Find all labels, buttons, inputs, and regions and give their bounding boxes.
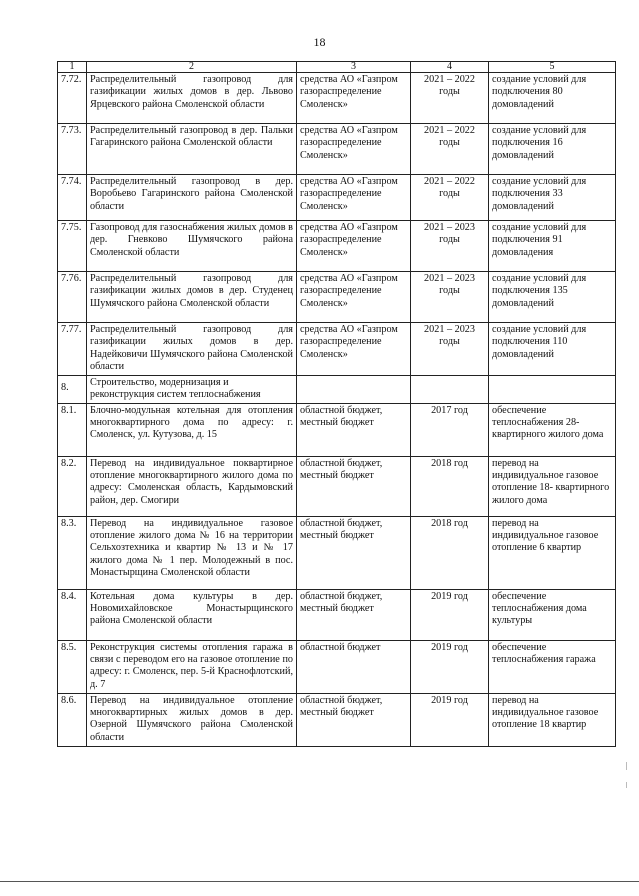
page-number: 18 bbox=[313, 35, 326, 49]
implementation-period: 2018 год bbox=[411, 456, 489, 516]
column-header: 3 bbox=[297, 62, 411, 73]
funding-source: областной бюджет bbox=[297, 640, 411, 693]
implementation-period: 2018 год bbox=[411, 516, 489, 589]
expected-result bbox=[489, 375, 616, 403]
activity-name: Газопровод для газоснабжения жилых домов в дер. Гневково Шумячского района Смоленской области bbox=[87, 221, 297, 272]
table-row bbox=[58, 640, 616, 693]
implementation-period bbox=[411, 375, 489, 403]
section-number: 8. bbox=[58, 375, 87, 403]
expected-result: создание условий для подключения 16 домовладений bbox=[489, 124, 616, 175]
column-header: 4 bbox=[411, 62, 489, 73]
activity-name: Реконструкция системы отопления гаража в связи с переводом его на газовое отопление по адресу: г. Смоленск, пер. 5-й Краснофлотский, д. 7 bbox=[87, 640, 297, 693]
row-number: 8.5. bbox=[58, 640, 87, 693]
expected-result: создание условий для подключения 91 домовладения bbox=[489, 221, 616, 272]
row-number: 7.75. bbox=[58, 221, 87, 272]
row-number: 8.2. bbox=[58, 456, 87, 516]
row-number: 7.73. bbox=[58, 124, 87, 175]
expected-result: перевод на индивидуальное газовое отопление 6 квартир bbox=[489, 516, 616, 589]
activity-name: Распределительный газопровод для газификации жилых домов в дер. Львово Ярцевского района Смоленской области bbox=[87, 73, 297, 124]
table-row bbox=[58, 456, 616, 516]
plan-table bbox=[57, 61, 616, 747]
row-number: 7.77. bbox=[58, 323, 87, 376]
activity-name: Распределительный газопровод в дер. Пальки Гагаринского района Смоленской области bbox=[87, 124, 297, 175]
funding-source: средства АО «Газпром газораспределение Смоленск» bbox=[297, 73, 411, 124]
bottom-rule bbox=[0, 881, 639, 882]
funding-source: средства АО «Газпром газораспределение Смоленск» bbox=[297, 272, 411, 323]
expected-result: перевод на индивидуальное газовое отопление 18 квартир bbox=[489, 693, 616, 746]
activity-name: Распределительный газопровод в дер. Воробьево Гагаринского района Смоленской области bbox=[87, 175, 297, 221]
table-row bbox=[58, 693, 616, 746]
row-number: 7.76. bbox=[58, 272, 87, 323]
expected-result: создание условий для подключения 110 домовладений bbox=[489, 323, 616, 376]
funding-source: областной бюджет, местный бюджет bbox=[297, 693, 411, 746]
funding-source: областной бюджет, местный бюджет bbox=[297, 516, 411, 589]
implementation-period: 2021 – 2023 годы bbox=[411, 272, 489, 323]
activity-name: Перевод на индивидуальное поквартирное отопление многоквартирного жилого дома по адресу: Смоленская область, Кардымовский район, дер. Смогири bbox=[87, 456, 297, 516]
implementation-period: 2021 – 2022 годы bbox=[411, 124, 489, 175]
row-number: 8.6. bbox=[58, 693, 87, 746]
row-number: 7.72. bbox=[58, 73, 87, 124]
scan-mark bbox=[626, 762, 627, 770]
column-header: 2 bbox=[87, 62, 297, 73]
implementation-period: 2021 – 2022 годы bbox=[411, 175, 489, 221]
row-number: 8.1. bbox=[58, 403, 87, 456]
activity-name: Перевод на индивидуальное отопление многоквартирных жилых домов в дер. Озерной Шумячского района Смоленской области bbox=[87, 693, 297, 746]
expected-result: перевод на индивидуальное газовое отопление 18- квартирного жилого дома bbox=[489, 456, 616, 516]
expected-result: обеспечение теплоснабжения дома культуры bbox=[489, 589, 616, 640]
table-row bbox=[58, 124, 616, 175]
funding-source: средства АО «Газпром газораспределение Смоленск» bbox=[297, 221, 411, 272]
funding-source: областной бюджет, местный бюджет bbox=[297, 403, 411, 456]
expected-result: создание условий для подключения 33 домовладений bbox=[489, 175, 616, 221]
table-row bbox=[58, 589, 616, 640]
funding-source: областной бюджет, местный бюджет bbox=[297, 456, 411, 516]
section-row bbox=[58, 375, 616, 403]
activity-name: Перевод на индивидуальное газовое отопление жилого дома № 16 на территории Сельхозтехника и квартир № 13 и № 17 жилого дома № 1 пер. Молодежный в пос. Монастырщина Смоленской области bbox=[87, 516, 297, 589]
implementation-period: 2019 год bbox=[411, 640, 489, 693]
column-header: 5 bbox=[489, 62, 616, 73]
table-row bbox=[58, 403, 616, 456]
implementation-period: 2019 год bbox=[411, 589, 489, 640]
activity-name: Блочно-модульная котельная для отопления многоквартирного дома по адресу: г. Смоленск, ул. Кутузова, д. 15 bbox=[87, 403, 297, 456]
table-row bbox=[58, 221, 616, 272]
implementation-period: 2021 – 2022 годы bbox=[411, 73, 489, 124]
activity-name: Котельная дома культуры в дер. Новомихайловское Монастырщинского района Смоленской области bbox=[87, 589, 297, 640]
header-row bbox=[58, 62, 616, 73]
activity-name: Распределительный газопровод для газификации жилых домов в дер. Студенец Шумячского района Смоленской области bbox=[87, 272, 297, 323]
row-number: 8.4. bbox=[58, 589, 87, 640]
expected-result: обеспечение теплоснабжения гаража bbox=[489, 640, 616, 693]
funding-source: средства АО «Газпром газораспределение Смоленск» bbox=[297, 124, 411, 175]
funding-source bbox=[297, 375, 411, 403]
scan-mark bbox=[626, 782, 627, 788]
expected-result: создание условий для подключения 80 домовладений bbox=[489, 73, 616, 124]
implementation-period: 2021 – 2023 годы bbox=[411, 323, 489, 376]
row-number: 7.74. bbox=[58, 175, 87, 221]
column-header: 1 bbox=[58, 62, 87, 73]
expected-result: обеспечение теплоснабжения 28-квартирного жилого дома bbox=[489, 403, 616, 456]
funding-source: областной бюджет, местный бюджет bbox=[297, 589, 411, 640]
funding-source: средства АО «Газпром газораспределение Смоленск» bbox=[297, 323, 411, 376]
implementation-period: 2017 год bbox=[411, 403, 489, 456]
activity-name: Распределительный газопровод для газификации жилых домов в дер. Надейковичи Шумячского района Смоленской области bbox=[87, 323, 297, 376]
implementation-period: 2019 год bbox=[411, 693, 489, 746]
funding-source: средства АО «Газпром газораспределение Смоленск» bbox=[297, 175, 411, 221]
expected-result: создание условий для подключения 135 домовладений bbox=[489, 272, 616, 323]
row-number: 8.3. bbox=[58, 516, 87, 589]
table-row bbox=[58, 175, 616, 221]
implementation-period: 2021 – 2023 годы bbox=[411, 221, 489, 272]
table-row bbox=[58, 516, 616, 589]
section-title: Строительство, модернизация и реконструкция систем теплоснабжения bbox=[87, 375, 297, 403]
table-row bbox=[58, 272, 616, 323]
table-row bbox=[58, 323, 616, 376]
table-row bbox=[58, 73, 616, 124]
